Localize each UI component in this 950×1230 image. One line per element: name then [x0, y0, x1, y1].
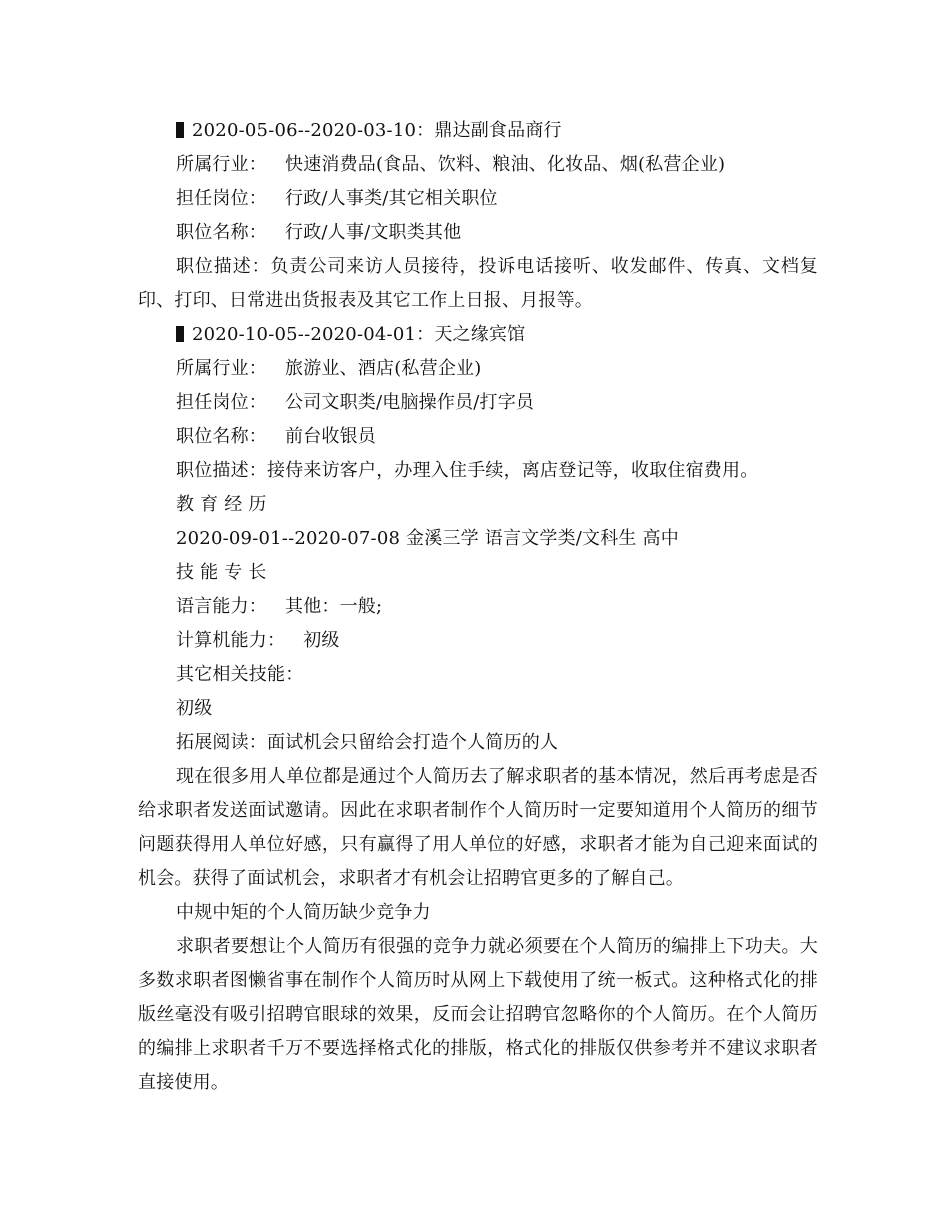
work-title-row: [138, 216, 818, 250]
other-skill-value: 初级: [176, 698, 213, 719]
title-label: 职位名称：: [176, 426, 267, 447]
bullet-marker-icon: [176, 122, 184, 138]
work-description: 职位描述：负责公司来访人员接待，投诉电话接听、收发邮件、传真、文档复印、打印、日常进出货报表及其它工作上日报、月报等。: [138, 256, 818, 311]
post-label: 担任岗位：: [176, 188, 267, 209]
title-value: 前台收银员: [285, 426, 376, 447]
post-value: 公司文职类/电脑操作员/打字员: [285, 392, 535, 413]
industry-label: 所属行业：: [176, 358, 267, 379]
document-body: [138, 114, 818, 1100]
title-value: 行政/人事/文职类其他: [285, 222, 462, 243]
industry-value: 快速消费品(食品、饮料、粮油、化妆品、烟(私营企业): [285, 154, 726, 175]
computer-label: 计算机能力：: [176, 630, 286, 651]
education-heading: 教 育 经 历: [176, 494, 267, 515]
title-label: 职位名称：: [176, 222, 267, 243]
work-industry-row: [138, 148, 818, 182]
work-entry-period: [138, 318, 818, 352]
work-entry-period: [138, 114, 818, 148]
work-description: 职位描述：接侍来访客户，办理入住手续，离店登记等，收取住宿费用。: [176, 460, 759, 481]
article-paragraph: 求职者要想让个人简历有很强的竞争力就必须要在个人简历的编排上下功夫。大多数求职者图懒省事在制作个人简历时从网上下载使用了统一板式。这种格式化的排版丝毫没有吸引招聘官眼球的效果，反而会让招聘官忽略你的个人简历。在个人简历的编排上求职者千万不要选择格式化的排版，格式化的排版仅供参考并不建议求职者直接使用。: [138, 936, 818, 1093]
work-period-text: 2020-10-05--2020-04-01：天之缘宾馆: [192, 324, 526, 345]
post-label: 担任岗位：: [176, 392, 267, 413]
article-paragraph: 现在很多用人单位都是通过个人简历去了解求职者的基本情况，然后再考虑是否给求职者发送面试邀请。因此在求职者制作个人简历时一定要知道用个人简历的细节问题获得用人单位好感，只有赢得了用人单位的好感，求职者才能为自己迎来面试的机会。获得了面试机会，求职者才有机会让招聘官更多的了解自己。: [138, 766, 818, 889]
article-subtitle: 中规中矩的个人简历缺少竞争力: [176, 902, 431, 923]
work-title-row: [138, 420, 818, 454]
language-value: 其他：一般;: [285, 596, 383, 617]
industry-label: 所属行业：: [176, 154, 267, 175]
language-skill-row: [138, 590, 818, 624]
skills-heading: 技 能 专 长: [176, 562, 267, 583]
work-industry-row: [138, 352, 818, 386]
computer-skill-row: [138, 624, 818, 658]
work-period-text: 2020-05-06--2020-03-10：鼎达副食品商行: [192, 120, 562, 141]
bullet-marker-icon: [176, 326, 184, 342]
industry-value: 旅游业、酒店(私营企业): [285, 358, 482, 379]
computer-value: 初级: [303, 630, 340, 651]
education-entry: 2020-09-01--2020-07-08 金溪三学 语言文学类/文科生 高中: [176, 528, 679, 549]
work-post-row: [138, 386, 818, 420]
language-label: 语言能力：: [176, 596, 267, 617]
article-title: 拓展阅读：面试机会只留给会打造个人简历的人: [176, 732, 559, 753]
work-post-row: [138, 182, 818, 216]
other-skill-label: 其它相关技能：: [176, 664, 304, 685]
post-value: 行政/人事类/其它相关职位: [285, 188, 498, 209]
